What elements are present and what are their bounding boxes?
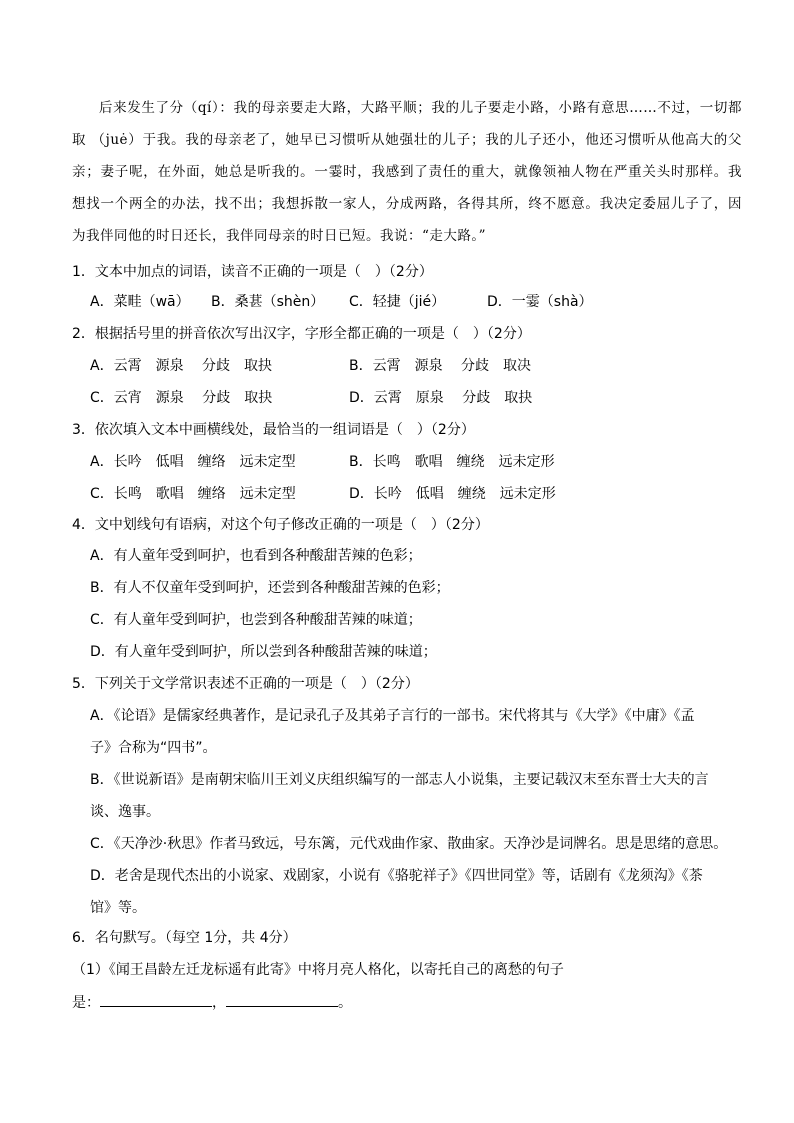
q5-option-b-line2[interactable]: 谈、逸事。 (90, 804, 160, 820)
q5-option-d-line1[interactable]: D．老舍是现代杰出的小说家、戏剧家，小说有《骆驼祥子》《四世同堂》等，话剧有《龙须沟》《茶 (90, 868, 703, 884)
q2-option-c[interactable]: C．云宵 源泉 分歧 取抉 (90, 390, 273, 406)
q4-option-c[interactable]: C．有人童年受到呵护，也尝到各种酸甜苦辣的味道； (90, 612, 422, 628)
q4-option-b[interactable]: B．有人不仅童年受到呵护，还尝到各种酸甜苦辣的色彩； (90, 580, 450, 596)
answer-blank-1[interactable] (100, 992, 212, 1007)
question-4-stem: 4．文中划线句有语病，对这个句子修改正确的一项是（ ）（2分） (72, 517, 489, 533)
answer-blank-2[interactable] (226, 992, 338, 1007)
q2-option-d[interactable]: D．云霄 原泉 分歧 取抉 (349, 390, 533, 406)
q1-option-c[interactable]: C．轻捷（jié） (349, 294, 446, 310)
answer-separator: ， (212, 995, 226, 1011)
q5-option-c[interactable]: C．《天净沙·秋思》作者马致远，号东篱，元代戏曲作家、散曲家。天净沙是词牌名。思是思绪的意思。 (90, 836, 728, 852)
q1-option-d[interactable]: D．一霎（shà） (487, 294, 593, 310)
passage-paragraph: 后来发生了分（qí）：我的母亲要走大路，大路平顺；我的儿子要走小路，小路有意思……不过，一切都取 （juė）于我。我的母亲老了，她早已习惯听从她强壮的儿子；我的儿子还小，他还习惯听从他高大的父亲；妻子呢，在外面，她总是听我的。一霎时，我感到了责任的重大，就像领袖人物在严重关头时那样。我想找一个两全的办法，找不出；我想拆散一家人，分成两路，各得其所，终不愿意。我决定委屈儿子了，因为我伴同他的时日还长，我伴同母亲的时日已短。我说：“走大路。” (72, 100, 742, 244)
q5-option-a-line2[interactable]: 子》合称为“四书”。 (90, 740, 217, 756)
q4-option-d[interactable]: D．有人童年受到呵护，所以尝到各种酸甜苦辣的味道； (90, 644, 437, 660)
answer-prefix: 是： (72, 995, 100, 1011)
question-3-stem: 3．依次填入文本中画横线处，最恰当的一组词语是（ ）（2分） (72, 422, 475, 438)
q6-sub-1-answer-line (72, 992, 732, 1013)
q5-option-b-line1[interactable]: B．《世说新语》是南朝宋临川王刘义庆组织编写的一部志人小说集，主要记载汉末至东晋士大夫的言 (90, 772, 709, 788)
q5-option-a-line1[interactable]: A．《论语》是儒家经典著作，是记录孔子及其弟子言行的一部书。宋代将其与《大学》《中庸》《孟 (90, 708, 695, 724)
reading-passage (72, 92, 742, 252)
q4-option-a[interactable]: A．有人童年受到呵护，也看到各种酸甜苦辣的色彩； (90, 548, 422, 564)
q3-option-c[interactable]: C．长鸣 歌唱 缠络 远未定型 (90, 486, 296, 502)
question-5-stem: 5．下列关于文学常识表述不正确的一项是（ ）（2分） (72, 676, 419, 692)
q6-sub-1: （1）《闻王昌龄左迁龙标遥有此寄》中将月亮人格化，以寄托自己的离愁的句子 (72, 962, 564, 978)
q3-option-d[interactable]: D．长吟 低唱 缠绕 远未定形 (349, 486, 556, 502)
q2-option-a[interactable]: A．云霄 源泉 分歧 取抉 (90, 358, 273, 374)
question-1-stem: 1．文本中加点的词语，读音不正确的一项是（ ）（2分） (72, 264, 433, 280)
question-2-stem: 2．根据括号里的拼音依次写出汉字，字形全都正确的一项是（ ）（2分） (72, 326, 531, 342)
q5-option-d-line2[interactable]: 馆》等。 (90, 900, 146, 916)
q3-option-b[interactable]: B．长鸣 歌唱 缠绕 远未定形 (349, 454, 555, 470)
q2-option-b[interactable]: B．云霄 源泉 分歧 取决 (349, 358, 532, 374)
question-6-stem: 6．名句默写。（每空 1分，共 4分） (72, 930, 297, 946)
q1-option-a[interactable]: A．菜畦（wā） (90, 294, 190, 310)
q3-option-a[interactable]: A．长吟 低唱 缠络 远未定型 (90, 454, 296, 470)
answer-end: 。 (338, 995, 352, 1011)
q1-option-b[interactable]: B．桑葚（shèn） (211, 294, 325, 310)
